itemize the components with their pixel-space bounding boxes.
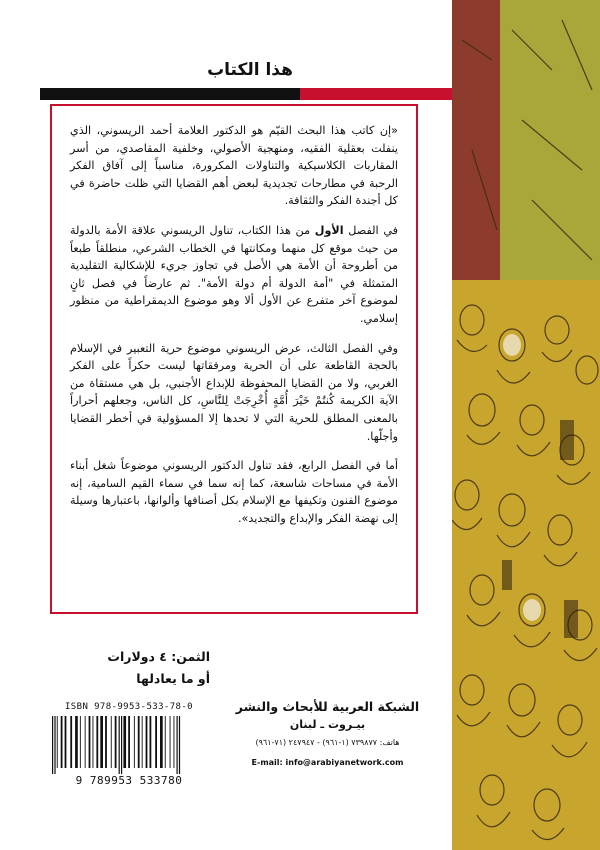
crowd-illustration [452, 0, 600, 850]
price-line: الثمن: ٤ دولارات [107, 649, 210, 664]
price-block [40, 646, 210, 690]
paragraph-text: من هذا الكتاب، تناول الريسوني علاقة الأمة بالدولة من حيث موقع كل منهما ومكانتها في الخطاب الشرعي، منطلقاً طبعاً من أطروحة أن الأمة هي الأصل في تجاوز جريء للإشكالية التقليدية المتمثلة في "أمة الدولة أم دولة الأمة". ثم عارضاً في فصل ثانٍ لموضوع آخر متفرع عن الأول ألا وهو موضوع الديمقراطية من منظور إسلامي. [70, 223, 398, 325]
barcode-bar [146, 716, 148, 768]
barcode-bar [85, 716, 86, 768]
barcode-bar [70, 716, 72, 768]
barcode-bar [61, 716, 63, 768]
barcode-bar [150, 716, 152, 768]
paragraph-text: وفي الفصل الثالث، عرض الريسوني موضوع حرية التعبير في الإسلام بالحجة القاطعة على أن الحرية ومرفقاتها ليست حكراً على الفكر الغربي، ولا من القضايا المحفوظة للإبداع الأجنبي، بل هي مستقاة من الآية الكريمة كُنتُمْ خَيْرَ أُمَّةٍ أُخْرِجَتْ لِلنَّاسِ، كل الناس، وجعلهم أحراراً بالمعنى المطلق للحرية التي لا تحدها إلا المسؤولية في أخطر القضايا وأجلّها. [70, 341, 398, 443]
publisher-block [220, 698, 435, 770]
isbn-label: ISBN 978-9953-533-78-0 [64, 702, 193, 712]
barcode-bar [165, 716, 166, 768]
barcode-bar [93, 716, 94, 768]
barcode-bar [128, 716, 130, 768]
synopsis-paragraph-1 [70, 122, 398, 210]
synopsis-paragraph-4 [70, 457, 398, 527]
barcode-bar [155, 716, 157, 768]
isbn-barcode [50, 716, 210, 774]
barcode-bar [119, 716, 120, 774]
synopsis-box [50, 104, 418, 614]
barcode-bar [96, 716, 98, 768]
paragraph-emphasis: الأول [314, 223, 344, 237]
barcode-number: 9 789953 533780 [75, 774, 183, 787]
barcode-bar [105, 716, 107, 768]
barcode-bar [177, 716, 178, 774]
publisher-phone: هاتف: ٧٣٩٨٧٧ (١-٩٦١) - ٢٤٧٩٤٧ (٧١-٩٦١) [255, 738, 400, 747]
barcode-bar [179, 716, 180, 774]
barcode-bar [80, 716, 81, 768]
cover-artwork [452, 0, 600, 850]
barcode-bar [89, 716, 91, 768]
barcode-bar [54, 716, 55, 774]
publisher-email: E-mail: info@arabiyanetwork.com [251, 758, 404, 767]
paragraph-text: «إن كاتب هذا البحث القيّم هو الدكتور العلامة أحمد الريسوني، الذي ينفلت بعقلية الفقيه، ومنهجية الأصولي، وخلفية المقاصدي، من أسر المقاربات الكلاسيكية والتناولات المكرورة، مناسباً إلى آفاق الفكر الرحبة في مطارحات تجديدية لبعض أهم القضايا التي ظلت حاضرة في كل أجندة الفكر والثقافة. [70, 124, 398, 208]
barcode-bar [57, 716, 58, 768]
barcode-bar [115, 716, 117, 768]
title-underline-bar [40, 88, 452, 100]
barcode-bar [65, 716, 67, 768]
price-equivalent-line: أو ما يعادلها [136, 671, 210, 686]
paragraph-text: أما في الفصل الرابع، فقد تناول الدكتور الريسوني موضوعاً شغل أبناء الأمة في مساحات شاسعة، كما إنه سما في سماء القيم السامية، إنه موضوع الفنون وتكيفها مع الإسلام بكل أصنافها وألوانها، باعتبارها وسيلة إلى نهضة الفكر والإبداع والتجديد». [70, 459, 398, 525]
barcode-bar [142, 716, 143, 768]
publisher-name: الشبكة العربية للأبحاث والنشر [235, 699, 420, 714]
title-accent-bar [300, 88, 452, 100]
barcode-bar [52, 716, 53, 774]
section-title: هذا الكتاب [207, 60, 293, 80]
barcode-bar [123, 716, 126, 768]
barcode-bar [111, 716, 112, 768]
publisher-city: بيـروت ـ لبنان [289, 718, 366, 731]
barcode-bar [160, 716, 163, 768]
paragraph-prefix: في الفصل [343, 223, 398, 237]
barcode-bar [170, 716, 171, 768]
barcode-bar [100, 716, 103, 768]
barcode-bar [174, 716, 175, 768]
barcode-bar [121, 716, 122, 774]
barcode-bar [75, 716, 78, 768]
barcode-bar [138, 716, 140, 768]
synopsis-paragraph-3 [70, 340, 398, 446]
synopsis-paragraph-2 [70, 222, 398, 328]
barcode-bar [134, 716, 135, 768]
